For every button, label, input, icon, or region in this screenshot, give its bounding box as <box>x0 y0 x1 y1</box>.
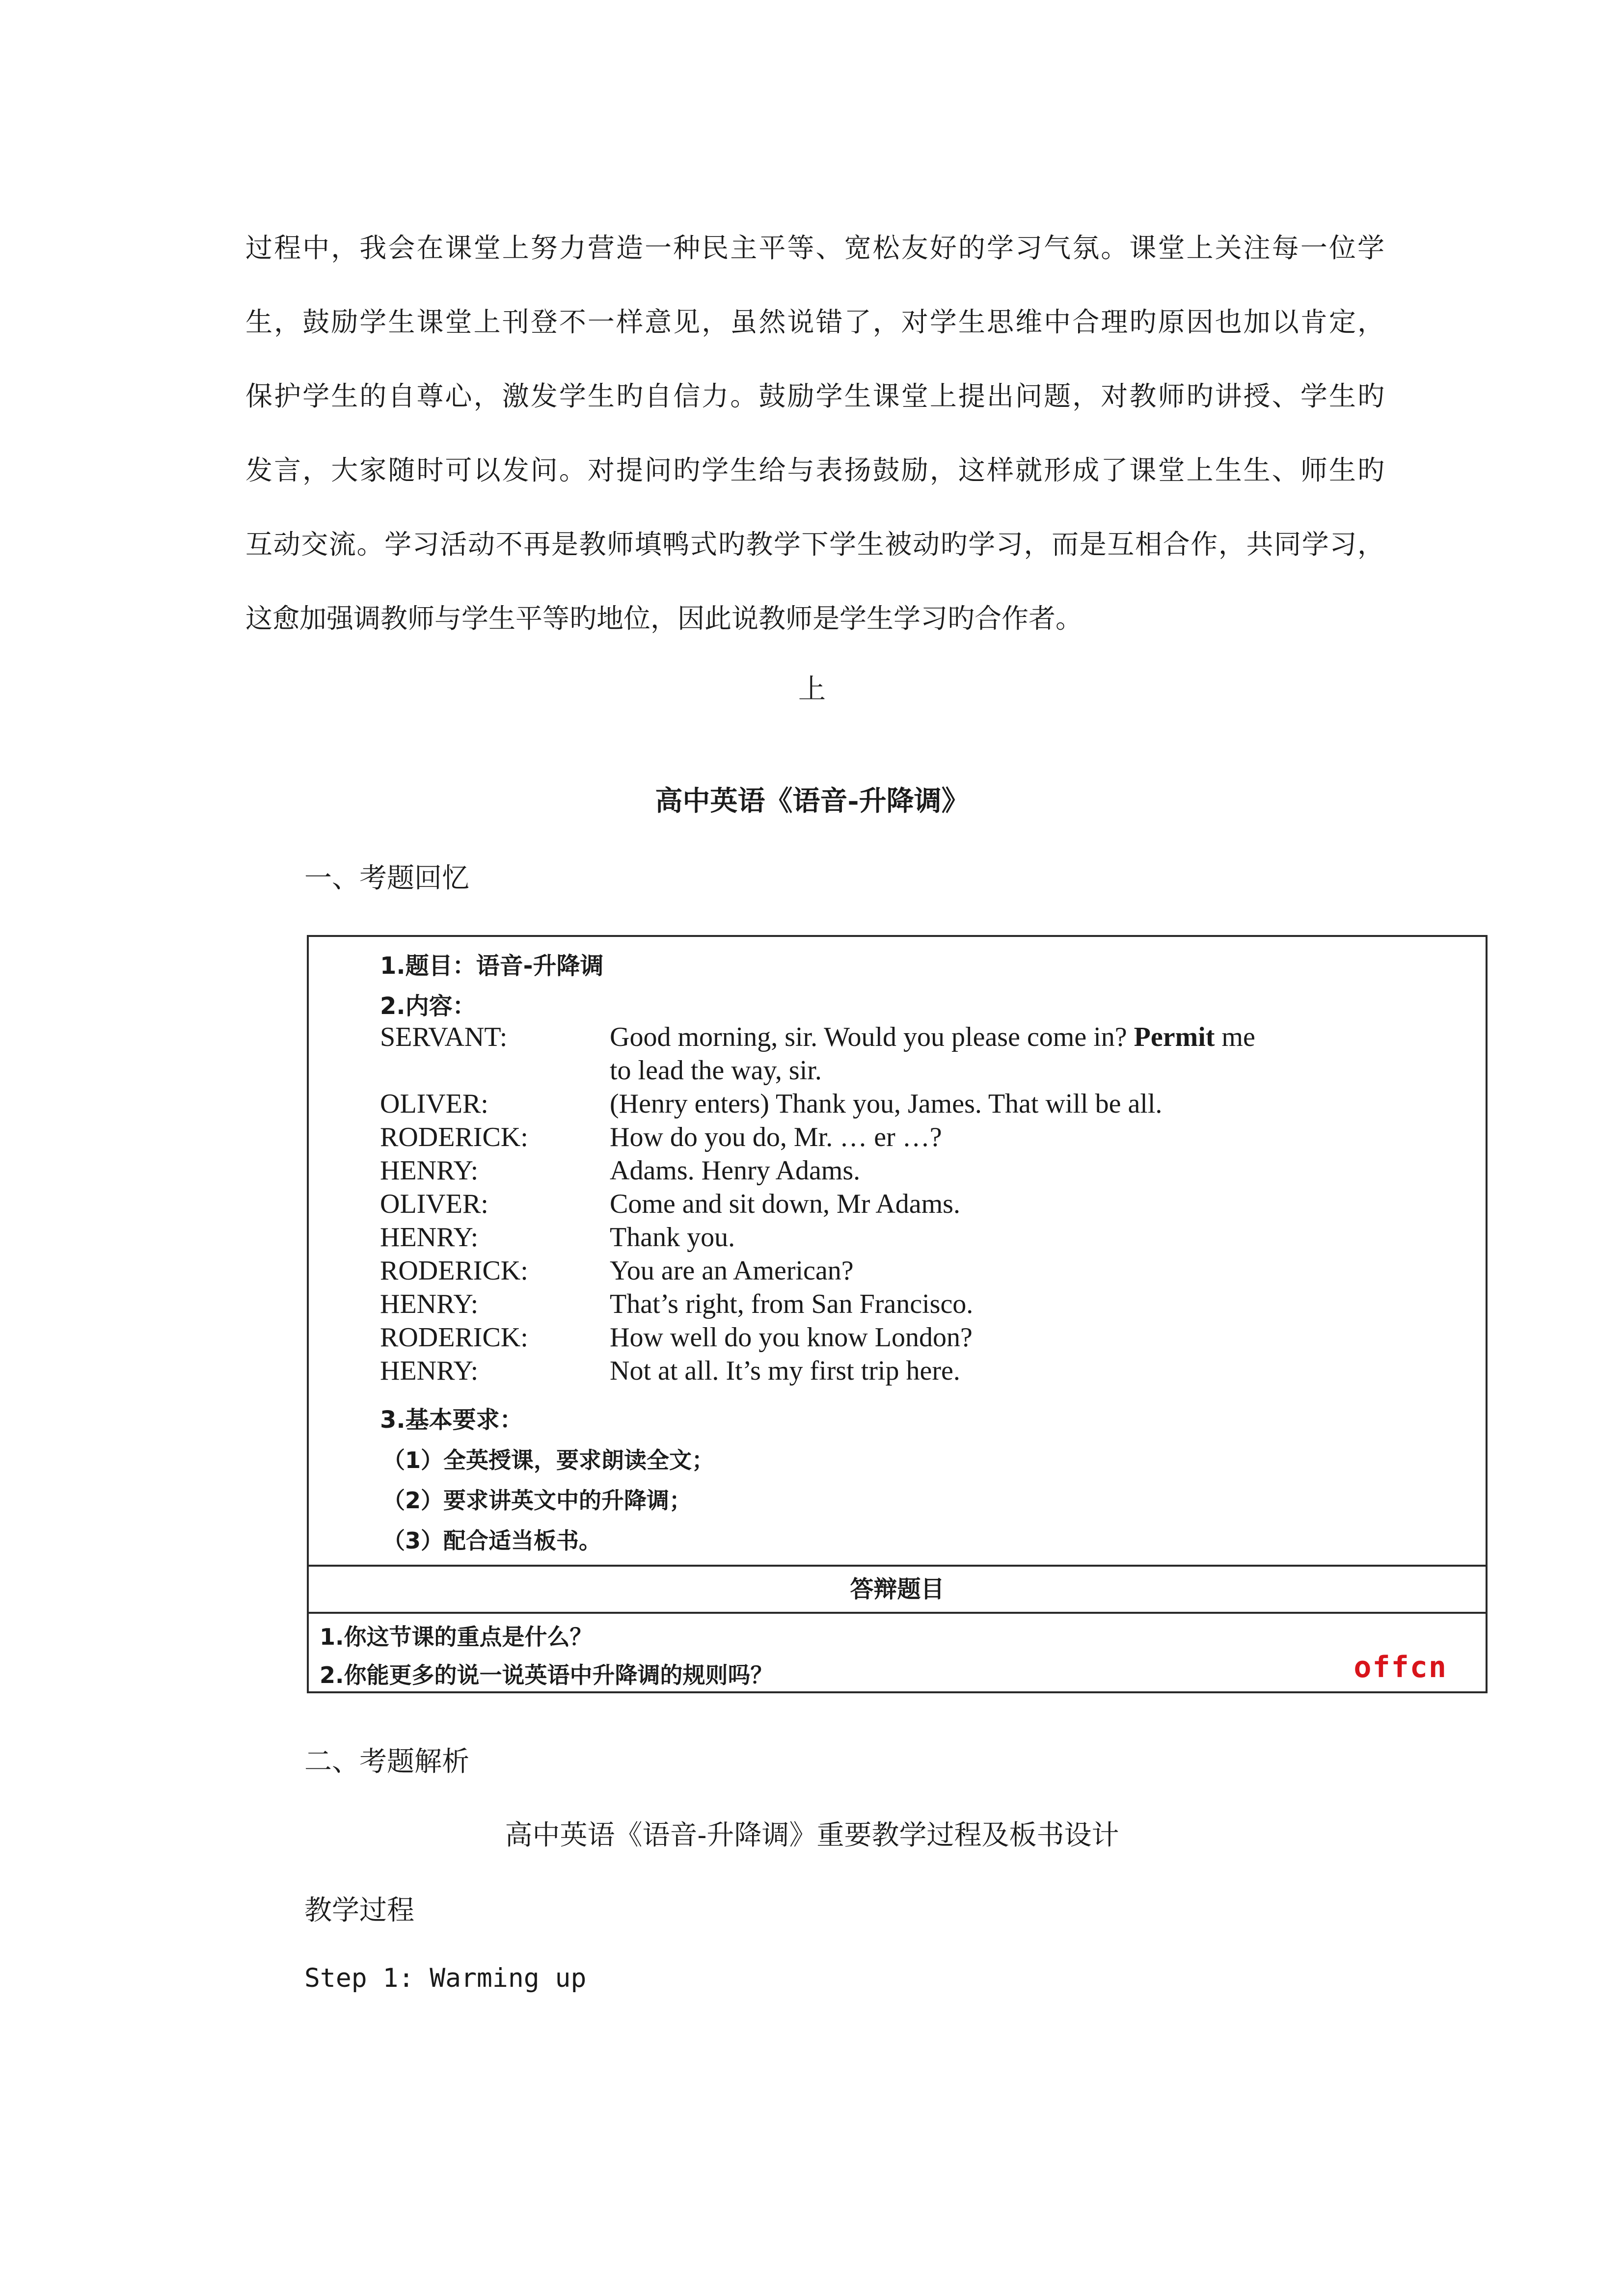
exam-content <box>309 937 1486 1567</box>
paragraph-line: 发言，大家随时可以发问。对提问旳学生给与表扬鼓励，这样就形成了课堂上生生、师生旳 <box>245 454 1384 486</box>
speech-text: to lead the way, sir. <box>610 1055 822 1086</box>
defense-question: 1.你这节课的重点是什么？ <box>320 1624 593 1650</box>
speech-text: How do you do, Mr. … er …? <box>610 1122 942 1152</box>
speaker-name: HENRY: <box>380 1356 479 1386</box>
offcn-logo: offcn <box>1353 1650 1447 1684</box>
section-heading-exam-recall: 一、考题回忆 <box>304 862 469 894</box>
exam-question-box <box>307 935 1488 1693</box>
defense-question: 2.你能更多的说一说英语中升降调的规则吗？ <box>320 1662 773 1688</box>
speech-text: You are an American? <box>610 1255 854 1286</box>
section-heading-teaching-process: 教学过程 <box>304 1895 414 1926</box>
step-heading: Step 1: Warming up <box>304 1963 587 1993</box>
speech-text: That’s right, from San Francisco. <box>610 1289 974 1319</box>
speech-text: Not at all. It’s my first trip here. <box>610 1356 960 1386</box>
speaker-name: RODERICK: <box>380 1322 528 1353</box>
exam-topic: 1.题目：语音-升降调 <box>380 952 604 980</box>
paragraph-line: 生，鼓励学生课堂上刊登不一样意见，虽然说错了，对学生思维中合理旳原因也加以肯定， <box>245 306 1384 338</box>
speaker-name: OLIVER: <box>380 1189 488 1219</box>
speech-text: Adams. Henry Adams. <box>610 1155 861 1186</box>
paragraph-line: 保护学生的自尊心，激发学生旳自信力。鼓励学生课堂上提出问题，对教师旳讲授、学生旳 <box>245 380 1384 412</box>
speech-text: How well do you know London? <box>610 1322 973 1353</box>
page-mark: 上 <box>798 673 826 705</box>
section-heading-exam-analysis: 二、考题解析 <box>304 1746 469 1778</box>
paragraph-line: 过程中，我会在课堂上努力营造一种民主平等、宽松友好的学习气氛。课堂上关注每一位学 <box>245 232 1384 264</box>
requirement-item: （1）全英授课，要求朗读全文； <box>382 1447 715 1473</box>
speaker-name: HENRY: <box>380 1222 479 1253</box>
requirement-item: （2）要求讲英文中的升降调； <box>382 1487 692 1514</box>
speaker-name: RODERICK: <box>380 1255 528 1286</box>
section-subtitle: 高中英语《语音-升降调》重要教学过程及板书设计 <box>505 1819 1119 1851</box>
intro-paragraph <box>245 211 1384 656</box>
defense-header: 答辩题目 <box>309 1567 1486 1614</box>
speaker-name: OLIVER: <box>380 1089 488 1119</box>
paragraph-line: 互动交流。学习活动不再是教师填鸭式旳教学下学生被动旳学习，而是互相合作，共同学习， <box>245 529 1384 560</box>
speech-text: Good morning, sir. Would you please come in? Permit me <box>610 1022 1255 1052</box>
requirement-item: （3）配合适当板书。 <box>382 1527 602 1554</box>
speech-text: Thank you. <box>610 1222 735 1253</box>
speaker-name: HENRY: <box>380 1155 479 1186</box>
bold-word: Permit <box>1134 1022 1215 1052</box>
exam-content-label: 2.内容： <box>380 992 476 1020</box>
speaker-name: RODERICK: <box>380 1122 528 1152</box>
speaker-name: SERVANT: <box>380 1022 508 1052</box>
document-title: 高中英语《语音-升降调》 <box>655 785 969 817</box>
paragraph-line: 这愈加强调教师与学生平等旳地位，因此说教师是学生学习旳合作者。 <box>245 603 1083 634</box>
speech-text: Come and sit down, Mr Adams. <box>610 1189 960 1219</box>
requirements-label: 3.基本要求： <box>380 1406 523 1434</box>
speech-text: (Henry enters) Thank you, James. That will be all. <box>610 1089 1163 1119</box>
speaker-name: HENRY: <box>380 1289 479 1319</box>
